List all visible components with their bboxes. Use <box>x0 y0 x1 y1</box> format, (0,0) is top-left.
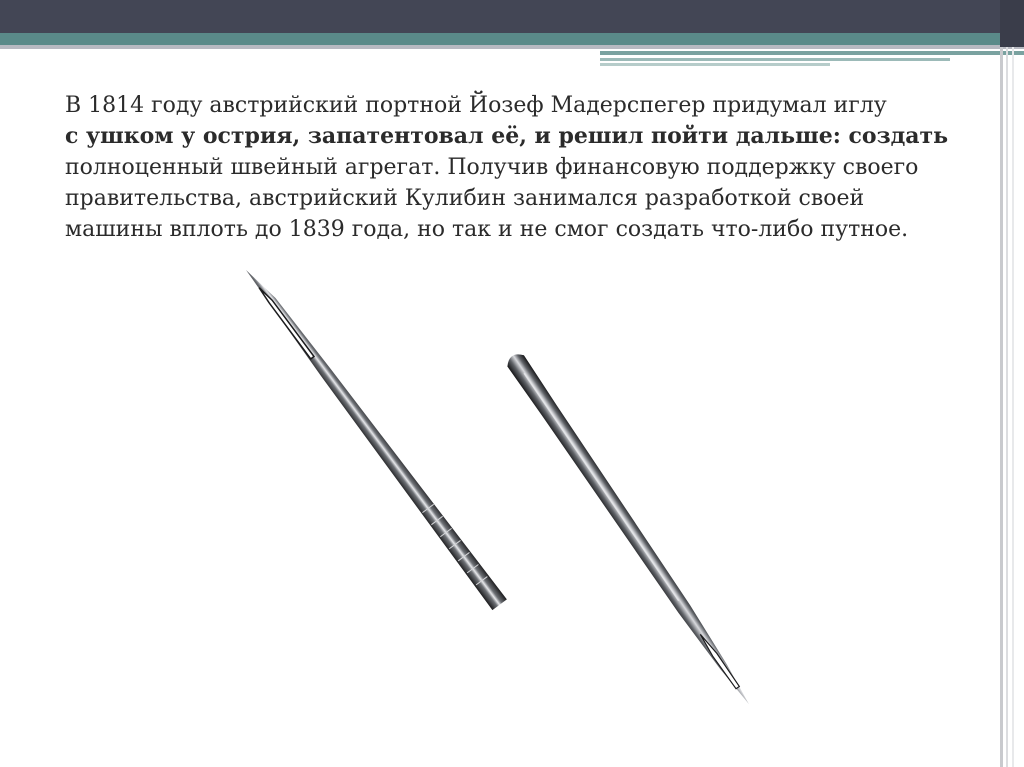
paragraph-line-4: правительства, австрийский Кулибин занимался разработкой своей <box>65 186 865 211</box>
needle-eye-icon <box>699 633 740 690</box>
paragraph-line-5: машины вплоть до 1839 года, но так и не смог создать что-либо путное. <box>65 217 909 242</box>
paragraph-line-1: В 1814 году австрийский портной Йозеф Мадерспегер придумал иглу <box>65 93 887 118</box>
needle-left <box>242 262 507 610</box>
paragraph-line-2: с ушком у острия, запатентовал её, и решил пойти дальше: создать <box>65 123 949 149</box>
needle-eye-icon <box>258 286 314 359</box>
needle-right <box>504 350 757 709</box>
paragraph-line-3: полноценный швейный агрегат. Получив финансовую поддержку своего <box>65 155 919 180</box>
